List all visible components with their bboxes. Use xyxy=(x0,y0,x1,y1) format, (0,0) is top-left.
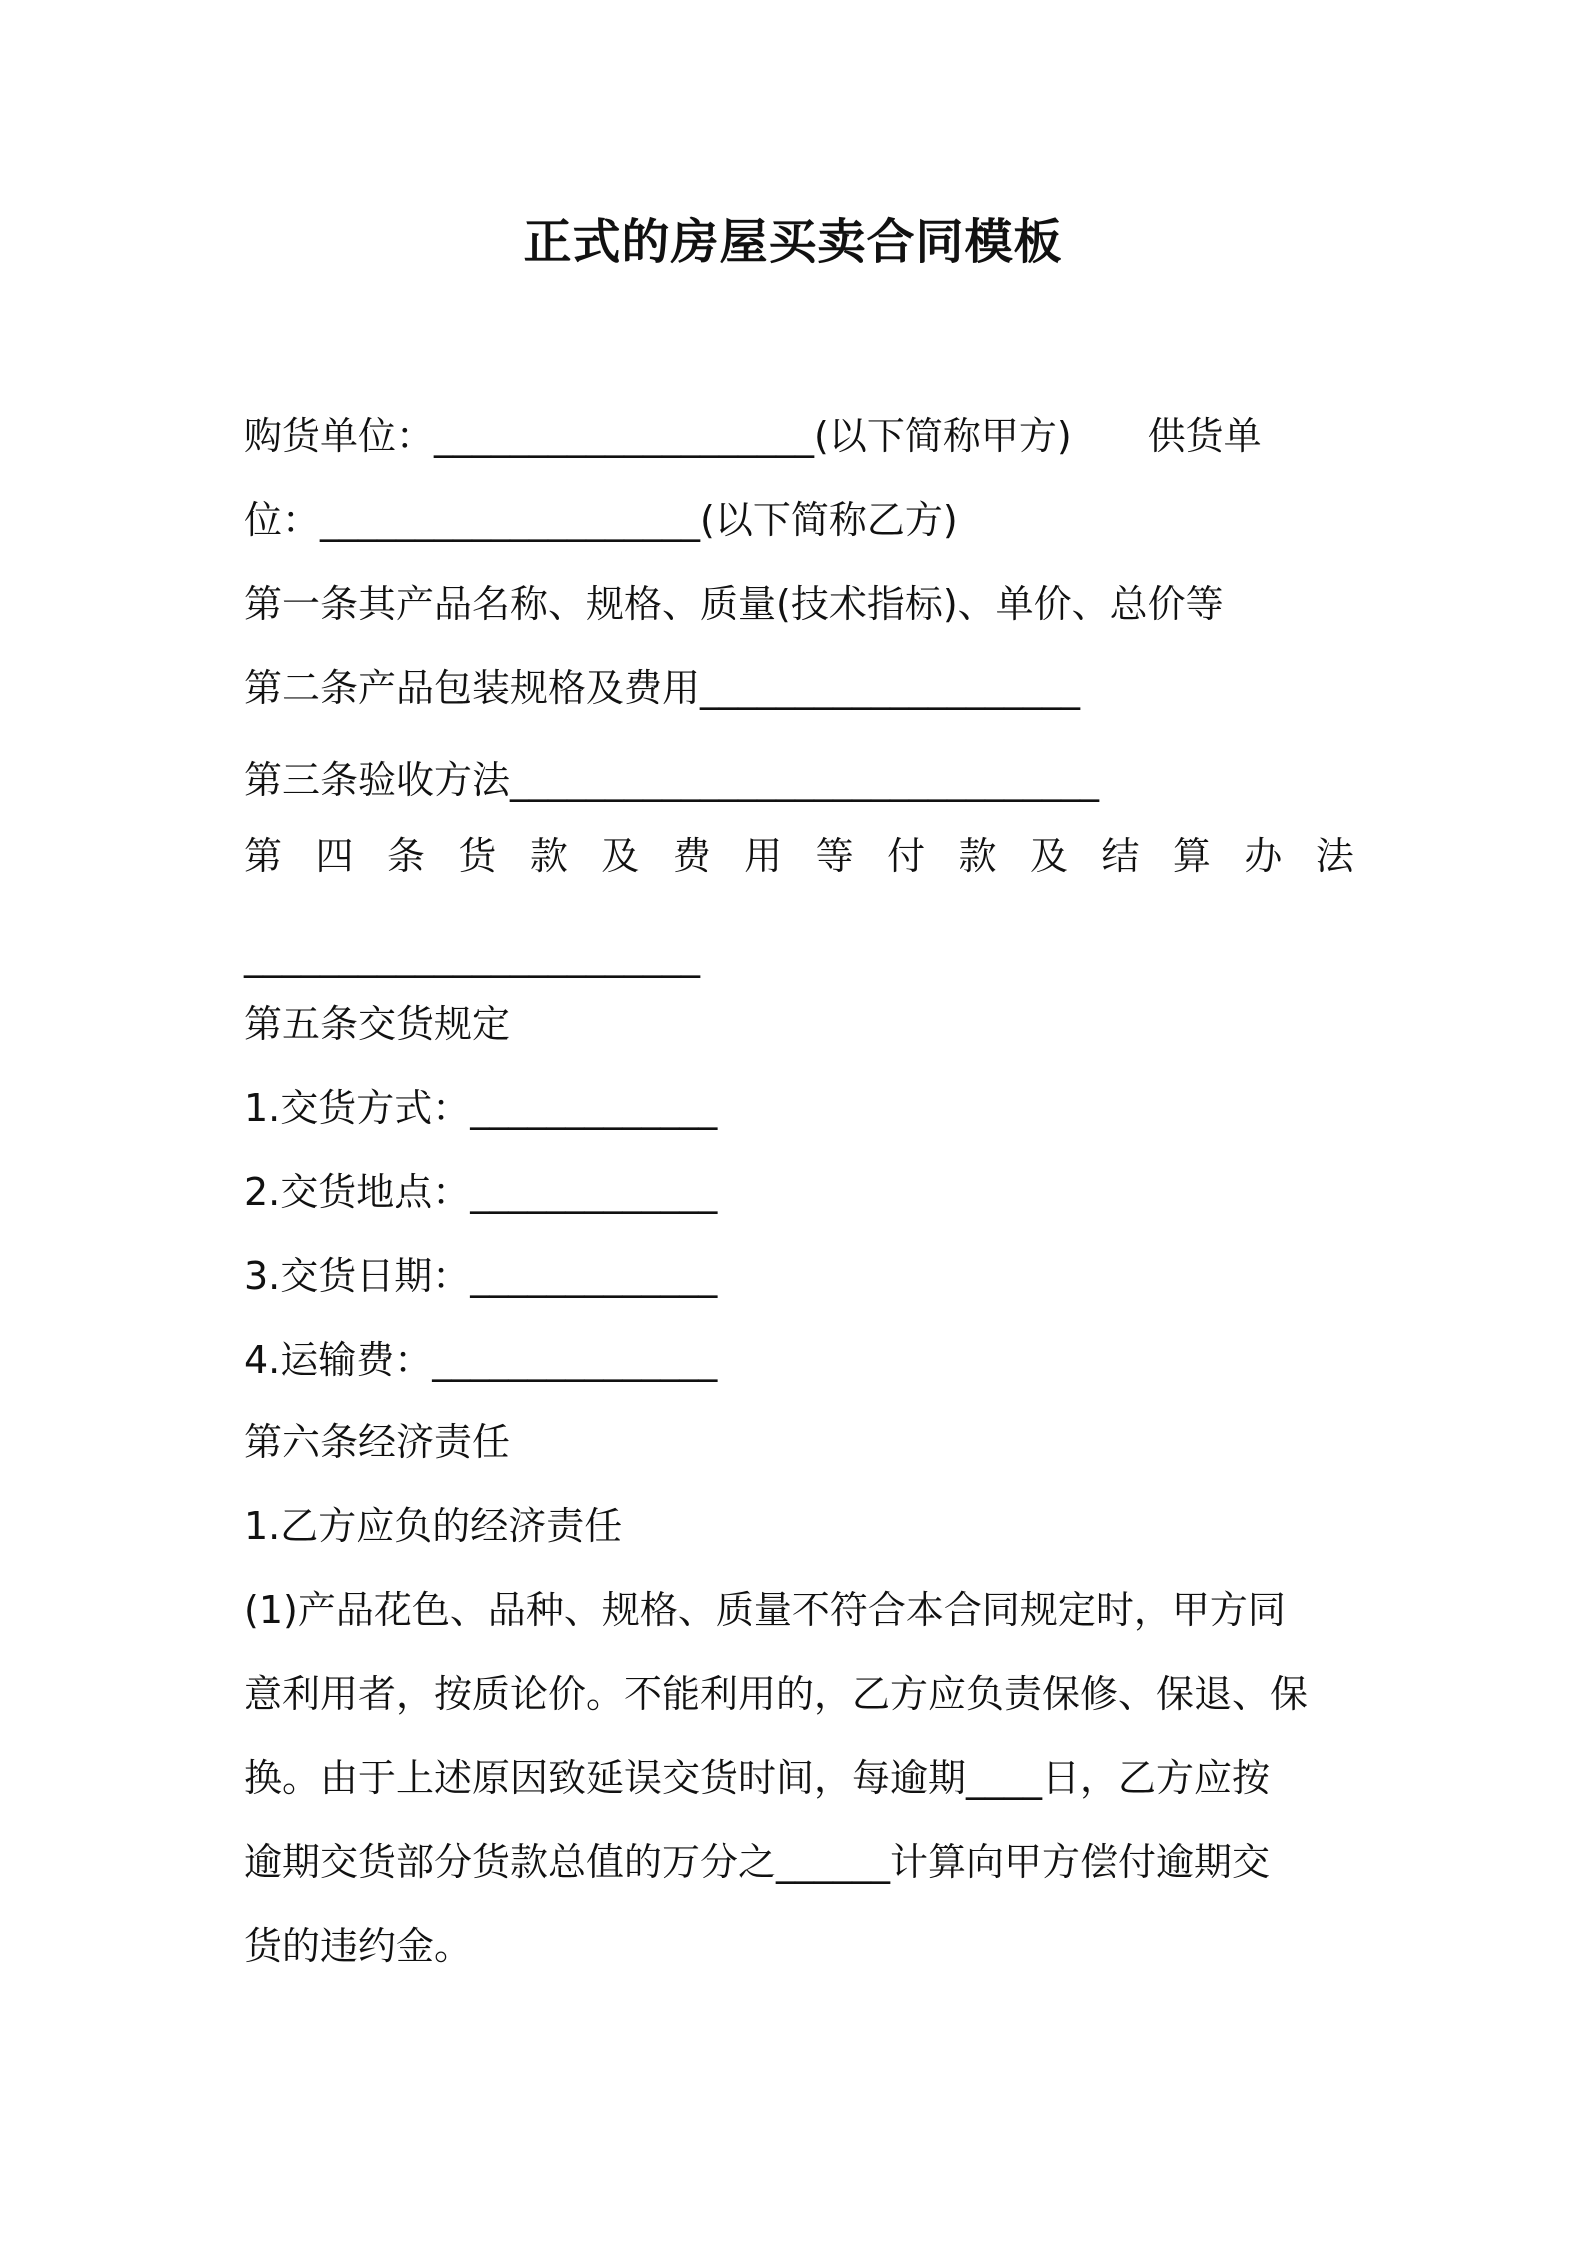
delivery-date: 3.交货日期：_____________ xyxy=(244,1254,718,1298)
article-4-char: 等 xyxy=(815,834,854,878)
clause-1-line-5: 货的违约金。 xyxy=(244,1924,473,1968)
document-title: 正式的房屋买卖合同模板 xyxy=(523,214,1063,270)
article-5: 第五条交货规定 xyxy=(244,1002,511,1046)
article-2: 第二条产品包装规格及费用____________________ xyxy=(244,666,1081,710)
delivery-location: 2.交货地点：_____________ xyxy=(244,1170,718,1214)
article-4-char: 款 xyxy=(529,834,568,878)
party-b-liability: 1.乙方应负的经济责任 xyxy=(244,1504,623,1548)
clause-1-line-2: 意利用者，按质论价。不能利用的，乙方应负责保修、保退、保 xyxy=(244,1672,1309,1716)
article-4-char: 用 xyxy=(744,834,783,878)
article-4-char: 费 xyxy=(672,834,711,878)
article-4-char: 货 xyxy=(458,834,497,878)
supplier-line: 位：____________________(以下简称乙方) xyxy=(244,498,958,542)
article-4-char: 算 xyxy=(1172,834,1211,878)
clause-1-line-1: (1)产品花色、品种、规格、质量不符合本合同规定时，甲方同 xyxy=(244,1588,1286,1632)
article-3: 第三条验收方法_______________________________ xyxy=(244,758,1100,802)
clause-1-line-4: 逾期交货部分货款总值的万分之______计算向甲方偿付逾期交 xyxy=(244,1840,1271,1884)
transport-fee: 4.运输费：_______________ xyxy=(244,1338,718,1382)
article-4-char: 及 xyxy=(1029,834,1068,878)
article-1: 第一条其产品名称、规格、质量(技术指标)、单价、总价等 xyxy=(244,582,1224,626)
article-4-char: 及 xyxy=(601,834,640,878)
clause-1-line-3: 换。由于上述原因致延误交货时间，每逾期____日，乙方应按 xyxy=(244,1756,1271,1800)
article-4-blank: ________________________ xyxy=(244,934,700,978)
article-4-char: 法 xyxy=(1315,834,1354,878)
article-4 xyxy=(244,828,1354,884)
article-4-char: 四 xyxy=(315,834,354,878)
article-4-char: 款 xyxy=(958,834,997,878)
buyer-line: 购货单位：____________________(以下简称甲方) 供货单 xyxy=(244,414,1262,458)
article-4-char: 结 xyxy=(1101,834,1140,878)
article-4-char: 第 xyxy=(244,834,283,878)
article-4-char: 条 xyxy=(386,834,425,878)
delivery-method: 1.交货方式：_____________ xyxy=(244,1086,718,1130)
article-4-char: 付 xyxy=(887,834,926,878)
article-4-char: 办 xyxy=(1244,834,1283,878)
article-6: 第六条经济责任 xyxy=(244,1420,511,1464)
